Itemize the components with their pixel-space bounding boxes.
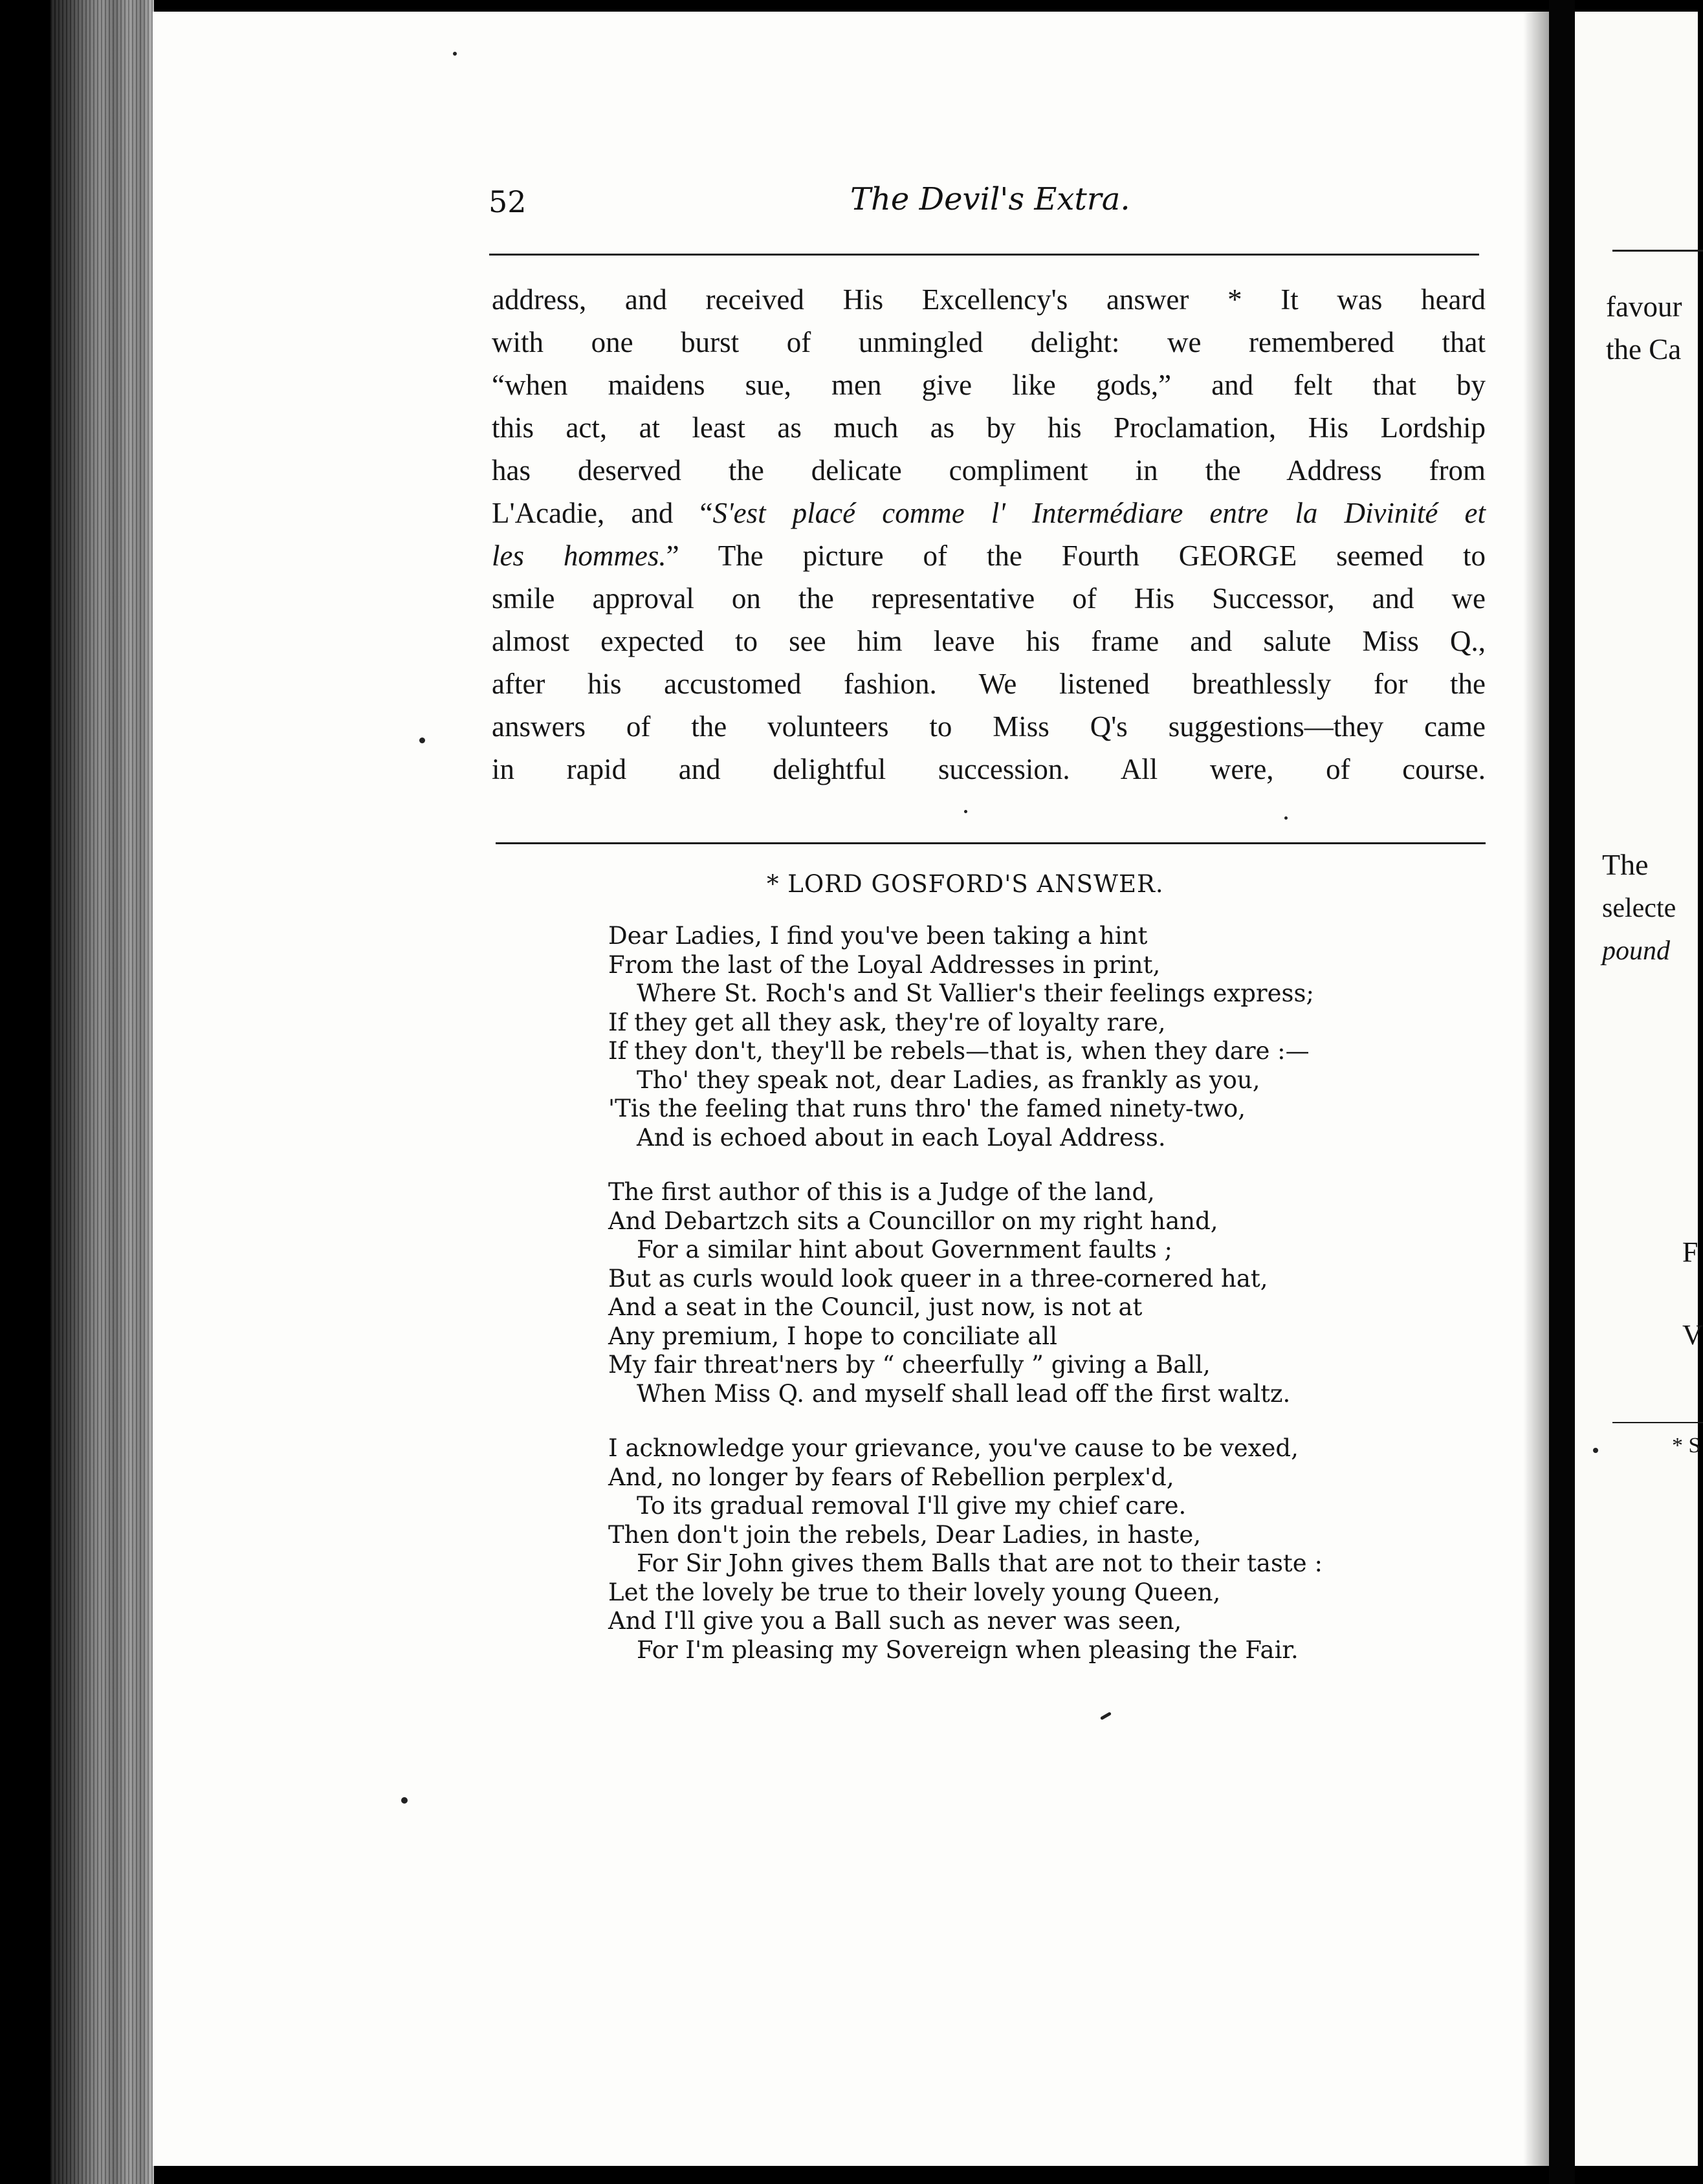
scan-speck [1284,816,1288,820]
body-line: “when maidens sue, men give like gods,” and felt that by [492,369,1486,401]
page-number: 52 [489,184,527,219]
poem-line: I acknowledge your grievance, you've cause to be vexed, [608,1434,1299,1462]
poem-line: Then don't join the rebels, Dear Ladies, in haste, [608,1520,1202,1549]
running-title: The Devil's Extra. [850,181,1130,217]
scan-speck [453,52,457,56]
scan-speck [964,810,967,813]
body-line: this act, at least as much as by his Proclamation, His Lordship [492,411,1486,444]
body-line: answers of the volunteers to Miss Q's suggestions—they came [492,710,1486,743]
body-line-text: L'Acadie, and “ [492,497,713,529]
facing-page-text: V [1682,1319,1703,1351]
poem-line: Let the lovely be true to their lovely young Queen, [608,1578,1221,1606]
stanza-gap [608,1152,1469,1178]
facing-page-text: * S [1672,1434,1701,1458]
poem-line: When Miss Q. and myself shall lead off the first waltz. [637,1379,1291,1408]
poem-line: From the last of the Loyal Addresses in print, [608,950,1161,979]
footnote-poem [608,922,1469,1665]
stanza-gap [608,1408,1469,1434]
poem-line: And Debartzch sits a Councillor on my right hand, [608,1207,1218,1235]
poem-line: And I'll give you a Ball such as never was seen, [608,1607,1182,1635]
poem-line: Tho' they speak not, dear Ladies, as frankly as you, [637,1065,1260,1094]
body-line: has deserved the delicate compliment in the Address from [492,454,1486,486]
poem-line: Dear Ladies, I find you've been taking a hint [608,922,1148,950]
poem-line: For Sir John gives them Balls that are not to their taste : [637,1549,1323,1577]
body-line: in rapid and delightful succession. All were, of course. [492,753,1486,785]
body-line-text: ” The picture of the Fourth GEORGE seemed to [666,540,1486,572]
facing-page-footnote-rule [1612,1422,1703,1423]
poem-line: For a similar hint about Government faults ; [637,1236,1172,1263]
poem-line: But as curls would look queer in a three-cornered hat, [608,1264,1268,1293]
facing-page-text: selecte [1602,893,1676,923]
poem-line: And a seat in the Council, just now, is not at [608,1293,1143,1321]
body-text [492,278,1486,791]
facing-page-text: the Ca [1606,333,1682,366]
poem-line: And is echoed about in each Loyal Address. [637,1123,1166,1152]
poem-line: For I'm pleasing my Sovereign when pleasing the Fair. [637,1635,1299,1664]
body-line: with one burst of unmingled delight: we remembered that [492,326,1486,358]
body-line [492,492,1486,534]
facing-page-text: pound [1602,936,1670,966]
scan-speck [1593,1448,1598,1453]
header-rule [489,254,1479,256]
french-quotation-end: les hommes. [492,540,666,572]
poem-line: 'Tis the feeling that runs thro' the famed ninety-two, [608,1095,1246,1122]
book-gutter [1549,0,1575,2184]
book-page-edges [50,0,154,2184]
body-line [492,534,1486,577]
scan-speck [419,737,425,743]
body-line: almost expected to see him leave his frame and salute Miss Q., [492,625,1486,657]
poem-line: If they get all they ask, they're of loyalty rare, [608,1008,1166,1036]
facing-page-text: F [1682,1236,1698,1268]
poem-line: To its gradual removal I'll give my chief care. [637,1492,1187,1520]
poem-line: My fair threat'ners by “ cheerfully ” giving a Ball, [608,1351,1211,1379]
facing-page-rule [1612,250,1703,252]
french-quotation: S'est placé comme l' Intermédiare entre la Divinité et [712,497,1486,529]
poem-line: The first author of this is a Judge of the land, [608,1178,1155,1206]
poem-line: Any premium, I hope to conciliate all [608,1322,1057,1350]
scan-speck [401,1797,408,1804]
footnote-heading: * LORD GOSFORD'S ANSWER. [767,870,1164,898]
facing-page [1575,12,1703,2166]
facing-page-text: favour [1606,290,1682,323]
poem-line: Where St. Roch's and St Vallier's their feelings express; [637,979,1314,1007]
spine-shadow [1523,12,1549,2166]
facing-page-text: The [1602,848,1649,881]
body-line: address, and received His Excellency's answer * It was heard [492,283,1486,316]
poem-line: If they don't, they'll be rebels—that is, when they dare :— [608,1037,1310,1065]
body-line: smile approval on the representative of His Successor, and we [492,582,1486,615]
poem-line: And, no longer by fears of Rebellion perplex'd, [608,1463,1174,1491]
footnote-rule [496,842,1486,844]
body-line: after his accustomed fashion. We listened breathlessly for the [492,668,1486,700]
